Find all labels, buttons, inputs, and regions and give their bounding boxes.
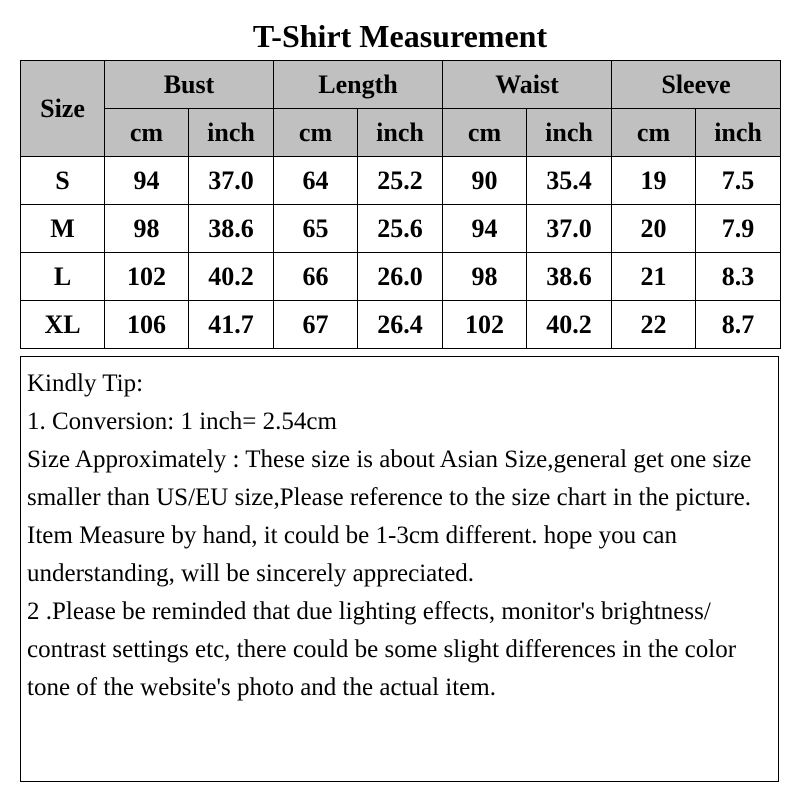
size-chart-table [20, 60, 781, 349]
table-cell: 25.6 [358, 205, 443, 253]
unit-header-inch: inch [189, 109, 274, 157]
conversion-note: 1. Conversion: 1 inch= 2.54cm [27, 408, 337, 435]
table-cell: 20 [612, 205, 696, 253]
header-row-units [21, 109, 781, 157]
table-cell: 21 [612, 253, 696, 301]
table-cell: 98 [105, 205, 189, 253]
table-row [21, 205, 781, 253]
table-cell: 102 [105, 253, 189, 301]
table-cell: 94 [105, 157, 189, 205]
unit-header-inch: inch [696, 109, 781, 157]
group-header-length: Length [274, 61, 443, 109]
table-cell: 38.6 [189, 205, 274, 253]
table-cell: 41.7 [189, 301, 274, 349]
page-title: T-Shirt Measurement [252, 18, 548, 54]
table-cell: 38.6 [527, 253, 612, 301]
table-cell: 37.0 [527, 205, 612, 253]
group-header-bust: Bust [105, 61, 274, 109]
notes-box [20, 356, 779, 782]
color-reminder-note: 2 .Please be reminded that due lighting effects, monitor's brightness/ contrast settings etc, there could be some slight differences in the color tone of the website's photo and the actual item. [27, 598, 737, 701]
table-cell: 40.2 [189, 253, 274, 301]
table-cell: 8.7 [696, 301, 781, 349]
size-header: Size [21, 61, 105, 157]
table-row [21, 253, 781, 301]
table-cell: 26.0 [358, 253, 443, 301]
size-cell: L [21, 253, 105, 301]
table-cell: 65 [274, 205, 358, 253]
unit-header-cm: cm [612, 109, 696, 157]
unit-header-cm: cm [105, 109, 189, 157]
unit-header-cm: cm [443, 109, 527, 157]
table-cell: 102 [443, 301, 527, 349]
tip-heading: Kindly Tip: [27, 370, 144, 397]
size-cell: S [21, 157, 105, 205]
size-cell: M [21, 205, 105, 253]
header-row-groups [21, 61, 781, 109]
table-cell: 7.5 [696, 157, 781, 205]
table-cell: 35.4 [527, 157, 612, 205]
table-cell: 94 [443, 205, 527, 253]
unit-header-inch: inch [358, 109, 443, 157]
table-row [21, 157, 781, 205]
size-approx-note: Size Approximately : These size is about Asian Size,general get one size smaller than US/EU size,Please reference to the size chart in the picture. Item Measure by hand, it could be 1-3cm different. hope you can understanding, will be sincerely appreciated. [27, 446, 752, 587]
table-cell: 25.2 [358, 157, 443, 205]
group-header-sleeve: Sleeve [612, 61, 781, 109]
unit-header-inch: inch [527, 109, 612, 157]
table-row [21, 301, 781, 349]
table-cell: 98 [443, 253, 527, 301]
table-cell: 26.4 [358, 301, 443, 349]
unit-header-cm: cm [274, 109, 358, 157]
table-cell: 8.3 [696, 253, 781, 301]
group-header-waist: Waist [443, 61, 612, 109]
table-cell: 64 [274, 157, 358, 205]
table-cell: 19 [612, 157, 696, 205]
table-cell: 66 [274, 253, 358, 301]
table-cell: 67 [274, 301, 358, 349]
table-cell: 37.0 [189, 157, 274, 205]
table-cell: 90 [443, 157, 527, 205]
table-cell: 22 [612, 301, 696, 349]
table-cell: 7.9 [696, 205, 781, 253]
size-cell: XL [21, 301, 105, 349]
table-cell: 40.2 [527, 301, 612, 349]
table-cell: 106 [105, 301, 189, 349]
